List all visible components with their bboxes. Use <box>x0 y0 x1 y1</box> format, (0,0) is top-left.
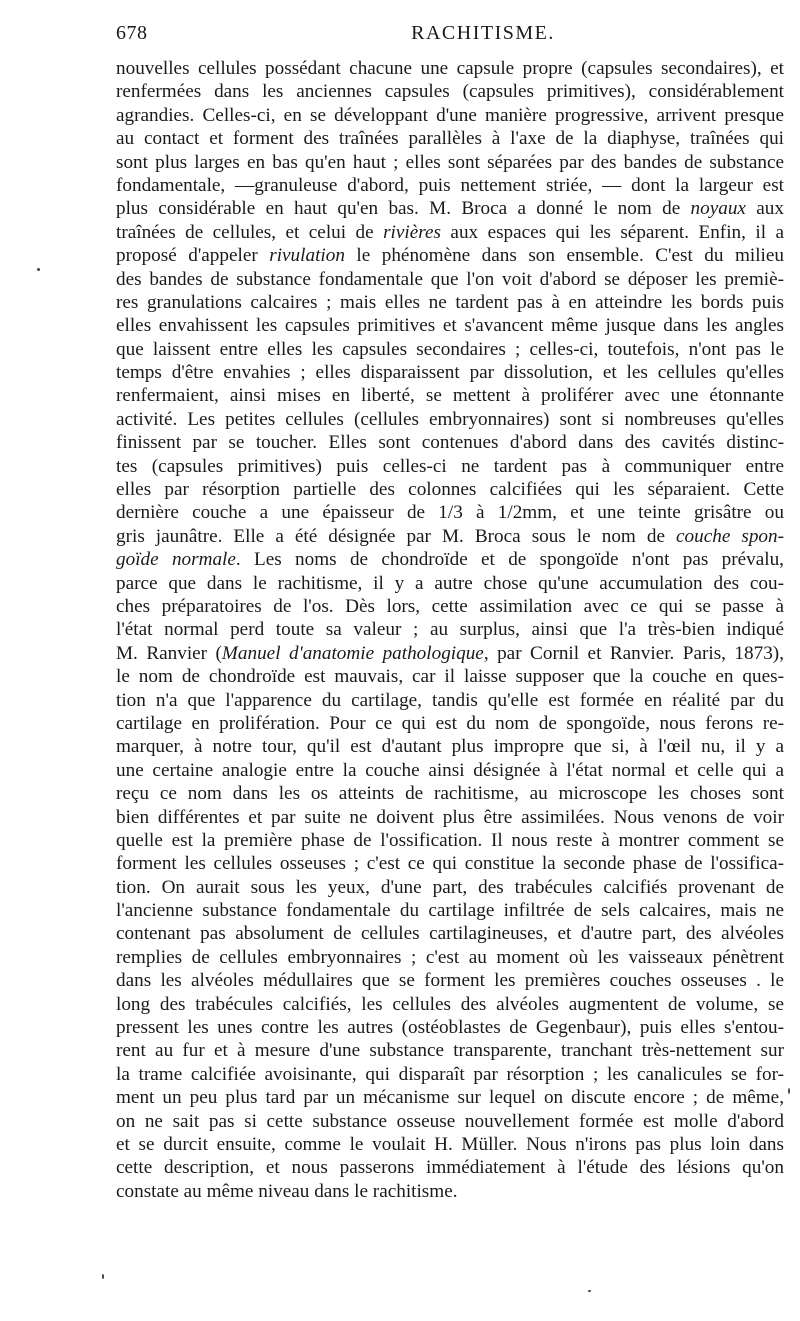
text-line: forment les cellules osseuses ; c'est ce qui constitue la seconde phase de l'ossifica- <box>116 853 784 875</box>
text-line: au contact et forment des traînées parallèles à l'axe de la diaphyse, traînées qui <box>116 128 784 150</box>
text-line: temps d'être envahies ; elles disparaissent par dissolution, et les cellules qu'elles <box>116 362 784 384</box>
text-line: dernière couche a une épaisseur de 1/3 à 1/2mm, et une teinte grisâtre ou <box>116 502 784 524</box>
text-line: quelle est la première phase de l'ossification. Il nous reste à montrer comment se <box>116 829 784 851</box>
text-line: on ne sait pas si cette substance osseuse nouvellement formée est molle d'abord <box>116 1110 784 1132</box>
text-line: elles par résorption partielle des colonnes calcifiées qui les séparaient. Cette <box>116 479 784 501</box>
text-line: sont plus larges en bas qu'en haut ; elles sont séparées par des bandes de substance <box>116 151 784 173</box>
italic-term: rivières <box>383 221 441 243</box>
scan-speck <box>588 1290 591 1292</box>
text-line: rent au fur et à mesure d'une substance transparente, tranchant très-nettement sur <box>116 1040 784 1062</box>
text-line: agrandies. Celles-ci, en se développant d'une manière progressive, arrivent presque <box>116 104 784 126</box>
scan-speck <box>102 1274 104 1279</box>
text-line: tion. On aurait sous les yeux, d'une part, des trabécules calcifiés provenant de <box>116 876 784 898</box>
text-line: tion n'a que l'apparence du cartilage, tandis qu'elle est formée en réalité par du <box>116 689 784 711</box>
text-line: proposé d'appeler rivulation le phénomène dans son ensemble. C'est du milieu <box>116 245 784 267</box>
italic-term: Manuel d'anatomie pathologique <box>221 642 484 664</box>
italic-term: noyaux <box>690 198 746 220</box>
scan-speck <box>37 268 40 271</box>
text-line: renfermées dans les anciennes capsules (capsules primitives), considérablement <box>116 81 784 103</box>
text-line: marquer, à notre tour, qu'il est d'autant plus impropre que si, à l'œil nu, il y a <box>116 736 784 758</box>
text-line: constate au même niveau dans le rachitisme. <box>116 1180 458 1202</box>
text-line: contenant pas absolument de cellules cartilagineuses, et d'autre part, des alvéoles <box>116 923 784 945</box>
running-head <box>110 22 786 52</box>
text-line: la trame calcifiée avoisinante, qui disparaît par résorption ; les canalicules se for- <box>116 1063 784 1085</box>
text-line: le nom de chondroïde est mauvais, car il laisse supposer que la couche en ques- <box>116 666 784 688</box>
text-line: res granulations calcaires ; mais elles ne tardent pas à en atteindre les bords puis <box>116 291 784 313</box>
text-line: ment un peu plus tard par un mécanisme sur lequel on discute encore ; de même, <box>116 1087 784 1109</box>
text-line: tes (capsules primitives) puis celles-ci ne tardent pas à communiquer entre <box>116 455 784 477</box>
text-line: pressent les unes contre les autres (ostéoblastes de Gegenbaur), puis elles s'entou- <box>116 1017 784 1039</box>
text-line: une certaine analogie entre la couche ainsi désignée à l'état normal et celle qui a <box>116 759 784 781</box>
text-line: renfermaient, ainsi mises en liberté, se mettent à proliférer avec une étonnante <box>116 385 784 407</box>
text-line: goïde normale. Les noms de chondroïde et de spongoïde n'ont pas prévalu, <box>116 549 784 571</box>
text-line: l'état normal perd toute sa valeur ; au surplus, ainsi que l'a très-bien indiqué <box>116 619 784 641</box>
text-line: elles envahissent les capsules primitives et s'avancent même jusque dans les angles <box>116 315 784 337</box>
text-line: cette description, et nous passerons immédiatement à l'étude des lésions qu'on <box>116 1157 784 1179</box>
text-line: ches préparatoires de l'os. Dès lors, cette assimilation avec ce qui se passe à <box>116 595 784 617</box>
scan-speck <box>788 1088 790 1094</box>
body-text <box>116 57 784 1203</box>
text-line: activité. Les petites cellules (cellules embryonnaires) sont si nombreuses qu'elles <box>116 408 784 430</box>
text-line: cartilage en prolifération. Pour ce qui est du nom de spongoïde, nous ferons re- <box>116 712 784 734</box>
text-line: nouvelles cellules possédant chacune une capsule propre (capsules secondaires), et <box>116 58 784 79</box>
italic-term: couche spon- <box>676 525 784 547</box>
text-line: dans les alvéoles médullaires que se forment les premières couches osseuses . le <box>116 970 784 992</box>
text-line: remplies de cellules embryonnaires ; c'est au moment où les vaisseaux pénètrent <box>116 946 784 968</box>
text-line: des bandes de substance fondamentale que l'on voit d'abord se déposer les premiè- <box>116 268 784 290</box>
text-line: l'ancienne substance fondamentale du cartilage infiltrée de sels calcaires, mais ne <box>116 900 784 922</box>
text-line: fondamentale, —granuleuse d'abord, puis nettement striée, — dont la largeur est <box>116 174 784 196</box>
italic-term: goïde normale <box>116 549 236 571</box>
running-title: RACHITISME. <box>411 22 555 44</box>
text-line: M. Ranvier (Manuel d'anatomie pathologique, par Cornil et Ranvier. Paris, 1873), <box>116 642 784 664</box>
text-line: parce que dans le rachitisme, il y a autre chose qu'une accumulation des cou- <box>116 572 784 594</box>
text-line: et se durcit ensuite, comme le voulait H. Müller. Nous n'irons pas plus loin dans <box>116 1133 784 1155</box>
page-number: 678 <box>116 22 148 44</box>
text-line: reçu ce nom dans les os atteints de rachitisme, au microscope les choses sont <box>116 783 784 805</box>
text-line: gris jaunâtre. Elle a été désignée par M. Broca sous le nom de couche spon- <box>116 525 784 547</box>
text-line: traînées de cellules, et celui de rivières aux espaces qui les séparent. Enfin, il a <box>116 221 784 243</box>
italic-term: rivulation <box>269 245 345 267</box>
text-line: que laissent entre elles les capsules secondaires ; celles-ci, toutefois, n'ont pas le <box>116 338 784 360</box>
text-line: plus considérable en haut qu'en bas. M. Broca a donné le nom de noyaux aux <box>116 198 784 220</box>
text-line: long des trabécules calcifiés, les cellules des alvéoles augmentent de volume, se <box>116 993 784 1015</box>
text-line: finissent par se toucher. Elles sont contenues d'abord dans des cavités distinc- <box>116 432 784 454</box>
text-line: bien différentes et par suite ne doivent plus être assimilées. Nous venons de voir <box>116 806 784 828</box>
